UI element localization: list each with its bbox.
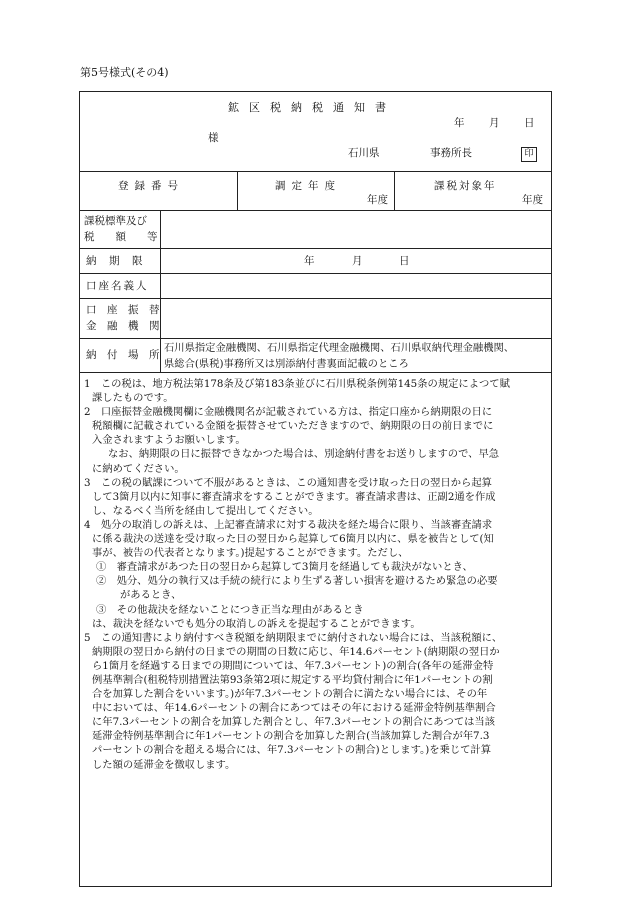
note-line: し、なるべく当所を経由して提出してください。 [92,504,319,517]
deadline-day: 日 [399,255,410,267]
note-line: は、裁決を経ないでも処分の取消しの訴えを提起することができます。 [92,617,421,630]
notes-section [84,377,548,772]
row-divider [79,210,552,211]
note-line: 入金されますようお願いします。 [92,434,246,447]
note-line: 3 この税の賦課について不服があるときは、この通知書を受け取った日の翌日から起算 [84,476,492,489]
addressee-suffix: 様 [208,132,219,144]
note-line: 5 この通知書により納付すべき税額を納期限までに納付されない場合には、当該税額に、 [84,631,503,644]
payment-place-label: 納 付 場 所 [86,349,160,361]
row-divider [79,248,552,249]
issuer-office-head: 事務所長 [430,147,472,159]
note-line: 中においては、年14.6パーセントの割合にあつてはその年における延滞金特例基準割合 [92,702,496,715]
tax-target-year-unit: 年度 [522,194,543,206]
note-line: 2 口座振替金融機関欄に金融機関名が記載されている方は、指定口座から納期限の日に [84,406,493,419]
column-divider [394,171,395,210]
note-line: 1 この税は、地方税法第178条及び第183条並びに石川県税条例第145条の規定によつて賦 [84,378,510,390]
deadline-month: 月 [352,255,363,267]
deadline-year: 年 [304,255,315,267]
document-title: 鉱区税納税通知書 [228,101,396,114]
note-line: なお、納期限の日に振替できなかつた場合は、別途納付書をお送りしますので、早急 [108,448,500,461]
note-line: して3箇月以内に知事に審査請求をすることができます。審査請求書は、正副2通を作成 [92,490,496,503]
note-line: 事が、被告の代表者となります。)提起することができます。ただし、 [92,547,409,560]
row-divider [79,171,552,172]
registration-number-label: 登録番号 [118,180,184,192]
assessment-year-label: 調定年度 [275,180,341,192]
note-line: パーセントの割合を超える場合には、年7.3パーセントの割合)とします。)を乗じて計算 [92,744,492,757]
issue-date-month: 月 [489,117,500,129]
note-line: ① 審査請求があつた日の翌日から起算して3箇月を経過しても裁決がないとき、 [96,561,473,574]
payment-place-value: 石川県指定金融機関、石川県指定代理金融機関、石川県収納代理金融機関、 県総合(県税)事務所又は別添納付書裏面記載のところ [164,342,515,370]
issue-date-year: 年 [454,117,465,129]
note-line: 納期限の翌日から納付の日までの期間の日数に応じ、年14.6パーセント(納期限の翌日か [92,645,500,658]
note-line: ら1箇月を経過する日までの期間については、年7.3パーセント)の割合(各年の延滞金特 [92,659,494,672]
note-line: に納めてください。 [92,462,185,475]
tax-base-label: 課税標準及び 税 額 等 [84,215,158,243]
note-line: 税額欄に記載されている金額を振替させていただきますので、納期限の日の前日までに [92,420,494,433]
note-line: 延滞金特例基準割合に年1パーセントの割合を加算した割合(当該加算した割合が年7.3 [92,730,490,743]
note-line: 4 処分の取消しの訴えは、上記審査請求に対する裁決を経た場合に限り、当該審査請求 [84,518,493,531]
row-divider [79,372,552,373]
note-line: 例基準割合(租税特別措置法第93条第2項に規定する平均貸付割合に年1パーセントの割 [92,673,493,686]
row-divider [79,273,552,274]
note-line: に年7.3パーセントの割合を加算した割合とし、年7.3パーセントの割合にあつては当該 [92,716,496,729]
note-line: があるとき、 [120,589,182,602]
note-line: した額の延滞金を徴収します。 [92,758,236,771]
issue-date-day: 日 [524,117,535,129]
assessment-year-unit: 年度 [367,194,388,206]
column-divider [237,171,238,210]
transfer-bank-label: 口 座 振 替 金 融 機 関 [86,304,160,332]
column-divider [160,210,161,372]
form-number-label: 第5号様式(その4) [80,66,169,79]
note-line: ② 処分、処分の執行又は手続の続行により生ずる著しい損害を避けるため緊急の必要 [96,575,498,588]
row-divider [79,298,552,299]
seal-mark: 印 [521,147,537,162]
account-holder-label: 口座名義人 [86,280,149,292]
issuer-prefecture: 石川県 [348,147,380,159]
note-line: 合を加算した割合をいいます。)が年7.3パーセントの割合に満たない場合には、その年 [92,688,488,701]
note-line: ③ その他裁決を経ないことにつき正当な理由があるとき [96,603,364,616]
deadline-label: 納 期 限 [86,255,144,267]
note-line: 課したものです。 [92,392,174,405]
row-divider [79,338,552,339]
note-line: に係る裁決の送達を受け取った日の翌日から起算して6箇月以内に、県を被告として(知 [92,533,494,546]
tax-target-year-label: 課税対象年 [434,180,497,192]
